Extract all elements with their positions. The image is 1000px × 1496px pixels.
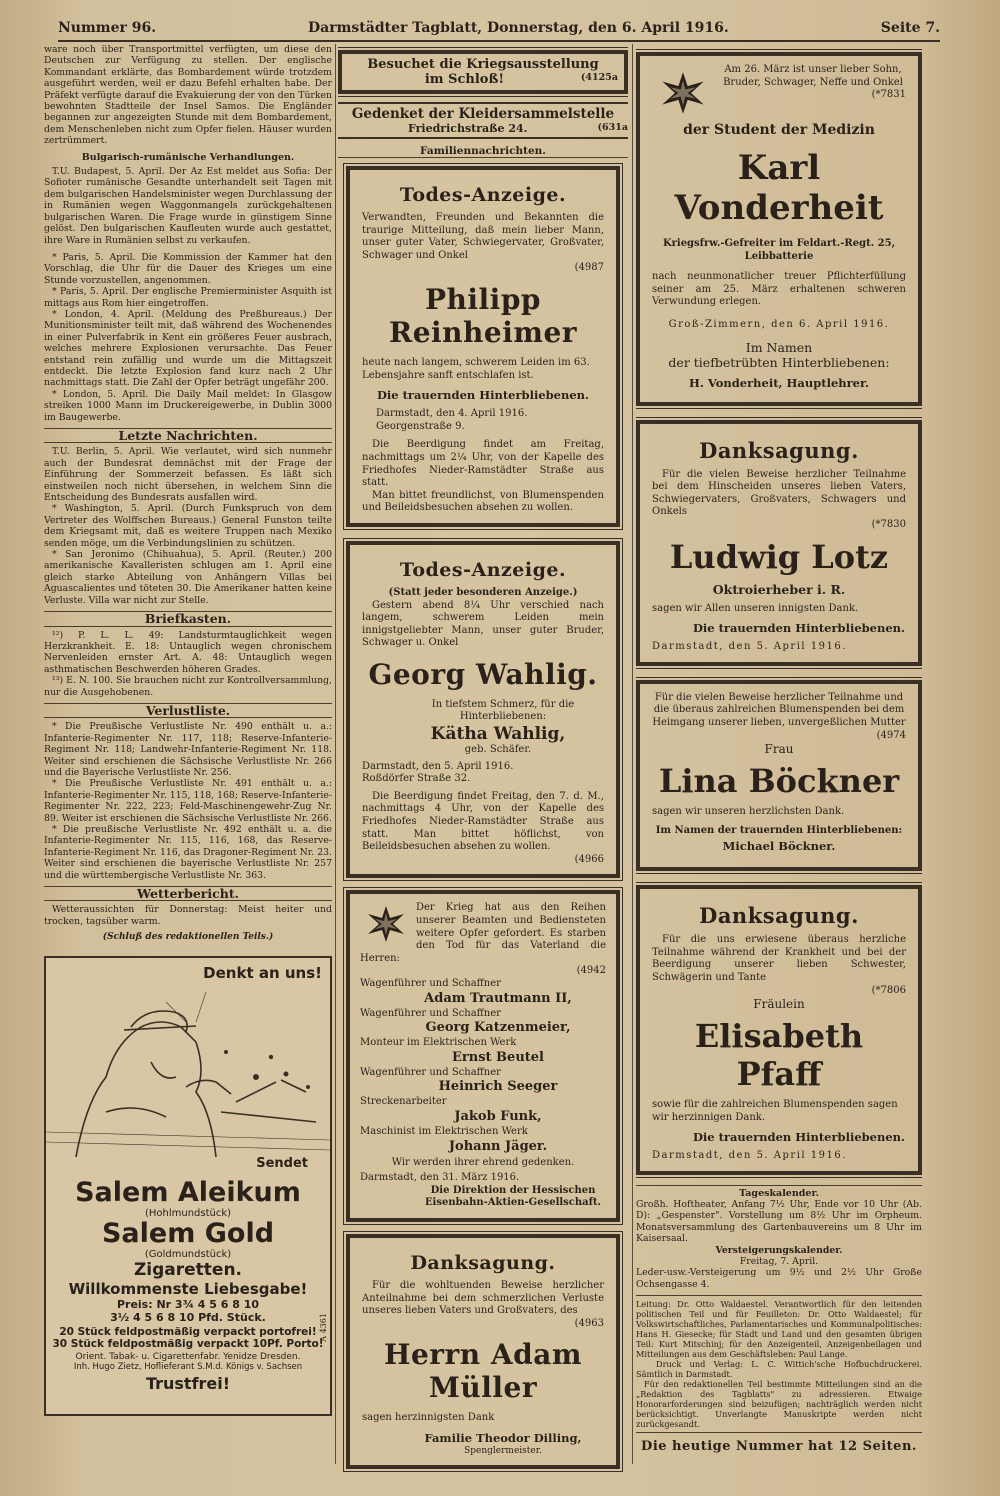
article-text: * London, 4. April. (Meldung des Preßbureaus.) Der Munitionsminister teilt mit, daß während des Wochenendes in einer Pulverfabrik in Kent ein größeres Feuer ausbrach, welches mehrere Explosionen verursachte. Das Feuer entstand rein zufällig und wurde um die Mittagszeit entdeckt. Die letzte Explosion fand kurz nach 2 Uhr nachmittags statt. Die Zahl der Opfer beträgt ungefähr 200.	[44, 308, 332, 389]
news-column	[44, 44, 332, 1474]
notice-signature: Die trauernden Hinterbliebenen.	[692, 621, 906, 636]
employee-role: Streckenarbeiter	[360, 1096, 447, 1108]
packaging-note: 30 Stück feldpostmäßig verpackt 10Pf. Porto!	[52, 1337, 324, 1350]
imprint-text: Für den redaktionellen Teil bestimmte Mitteilungen sind an die „Redaktion des Tagblatts" zu adressieren. Etwaige Honorarforderungen sind beizufügen; nachträglich werden nicht berücksichtigt. Unverlangte Manuskripte werden nicht zurückgesandt.	[636, 1379, 922, 1430]
notice-text: Für die vielen Beweise herzlicher Teilnahme bei dem Hinscheiden unseres lieben Vaters, Schwiegervaters, Großvaters, Schwagers und Onkels	[652, 468, 906, 518]
article-text: * London, 5. April. Die Daily Mail meldet: In Glasgow streiken 1000 Mann im Druckereigewerbe, in Dublin 3000 im Baugewerbe.	[44, 388, 332, 423]
notice-text: sowie für die zahlreichen Blumenspenden sagen wir herzinnigen Dank.	[652, 1099, 898, 1123]
article-text: * Die preußische Verlustliste Nr. 492 enthält u. a. die Infanterie-Regimenter Nr. 115, 116, 168, das Reserve-Infanterie-Regiment Nr. 116, das Dragoner-Regiment Nr. 23. Weiter sind erschienen die bayerische Verlustliste Nr. 257 und die württembergische Verlustliste Nr. 363.	[44, 824, 332, 881]
article-text: T.U. Berlin, 5. April. Wie verlautet, wird sich nunmehr auch der Bundesrat demnächst mit der Frage der Einführung der Sommerzeit befassen. Es läßt sich einstweilen noch nicht übersehen, in welchem Sinn die Entscheidung des Bundesrats ausfallen wird.	[44, 446, 332, 504]
brand-subtitle: (Goldmundstück)	[144, 1248, 232, 1260]
notices-column	[636, 44, 922, 1474]
notice-text: nach neunmonatlicher treuer Pflichterfüllung seiner am 25. März erhaltenen schweren Verwundung erlegen.	[652, 271, 906, 308]
notice-place: Darmstadt, den 5. April 1916.	[652, 641, 847, 653]
article-text: * Paris, 5. April. Die Kommission der Kammer hat den Vorschlag, die Uhr für die Dauer des Krieges um eine Stunde vorzustellen, angenommen.	[44, 251, 332, 286]
manufacturer: Orient. Tabak- u. Cigarettenfabr. Yenidze Dresden.	[75, 1351, 301, 1362]
employee-role: Wagenführer und Schaffner	[360, 1066, 501, 1078]
notice-address: Georgenstraße 9.	[376, 420, 465, 432]
section-title: Familiennachrichten.	[338, 145, 628, 158]
notice-text: Für die uns erwiesene überaus herzliche Teilnahme während der Krankheit und bei der Beerdigung unserer lieben Schwester, Schwägerin und Tante	[652, 934, 906, 984]
editorial-end-note: (Schluß des redaktionellen Teils.)	[102, 932, 274, 943]
ad-send-label: Sendet	[256, 1155, 308, 1171]
thanks-notice	[346, 1234, 620, 1470]
notice-heading: Todes-Anzeige.	[399, 184, 567, 206]
ad-reference: (4125a	[580, 72, 618, 83]
deceased-prefix: Fräulein	[753, 997, 805, 1012]
employee-name: Ernst Beutel	[452, 1049, 544, 1065]
ad-tagline: Willkommenste Liebesgabe!	[68, 1279, 308, 1298]
notice-signature: H. Vonderheit, Hauptlehrer.	[688, 375, 869, 390]
notice-signature: Die trauernden Hinterbliebenen.	[376, 388, 590, 403]
funeral-info: Die Beerdigung findet Freitag, den 7. d. M., nachmittags 4 Uhr, von der Kapelle des Friedhofes Nieder-Ramstädter Straße aus statt. Man bittet höflichst, von Beileidsbesuchen absehen zu wollen.	[362, 790, 604, 853]
employee-name: Georg Katzenmeier,	[425, 1020, 571, 1036]
notice-signature: Die Direktion der Hessischen	[430, 1184, 596, 1196]
product-label: Zigaretten.	[133, 1259, 243, 1280]
exhibition-notice	[338, 50, 628, 94]
ad-trustfrei: Trustfrei!	[145, 1373, 231, 1393]
calendar-text: Großh. Hoftheater, Anfang 7½ Uhr, Ende vor 10 Uhr (Ab. D): „Gespenster". Vorstellung um 8½ Uhr im Orpheum. Monatsversammlung des Gartenbauvereins um 8 Uhr im Kaisersaal.	[636, 1199, 922, 1245]
masthead-line: Darmstädter Tagblatt, Donnerstag, den 6. April 1916.	[308, 20, 729, 36]
death-notice	[636, 52, 922, 406]
imprint-text: Druck und Verlag: L. C. Wittich'sche Hofbuchdruckerei. Sämtlich in Darmstadt.	[636, 1359, 922, 1380]
ad-reference: (4963	[574, 1317, 604, 1329]
employee-role: Maschinist im Elektrischen Werk	[360, 1125, 528, 1137]
fallen-employees-list	[360, 978, 606, 1154]
article-text: * Die Preußische Verlustliste Nr. 491 enthält u. a.: Infanterie-Regimenter Nr. 115, 118, 168; Reserve-Infanterie-Regimenter Nr. 222, 223; Feld-Maschinengewehr-Zug Nr. 89. Weiter ist erschienen die Sächsische Verlustliste Nr. 266.	[44, 778, 332, 824]
notice-signature: Im Namen der trauernden Hinterbliebenen:	[655, 824, 903, 836]
calendar-date: Freitag, 7. April.	[739, 1256, 819, 1268]
notice-place: Darmstadt, den 5. April 1916.	[362, 760, 514, 772]
deceased-name: Karl Vonderheit	[674, 148, 884, 228]
notice-text: Der Krieg hat aus den Reihen unserer Beamten und Bediensteten weitere Opfer gefordert. Es starben den Tod für das Vaterland die Herren:	[360, 902, 606, 964]
ad-reference: (4987	[574, 262, 604, 274]
column-divider	[632, 44, 633, 1464]
article-text: ¹²) P. L. L. 49: Landsturmtauglichkeit wegen Herzkrankheit. E. 18: Untauglich wegen chronischem Nervenleiden ernster Art. A. 48: Untauglich wegen asthmatischen Beschwerden höheren Grades.	[44, 629, 332, 675]
notice-text: sagen wir unseren herzlichsten Dank.	[652, 806, 845, 818]
notice-heading: Danksagung.	[699, 437, 859, 463]
employee-name: Johann Jäger.	[448, 1138, 548, 1154]
price-row: 3½ 4 5 6 8 10 Pfd. Stück.	[110, 1310, 266, 1324]
thanks-notice	[636, 885, 922, 1175]
notice-signature: Eisenbahn-Aktien-Gesellschaft.	[424, 1197, 602, 1209]
daily-calendar	[636, 1185, 922, 1290]
ad-reference: (4966	[574, 853, 604, 865]
issue-number: Nummer 96.	[58, 20, 157, 36]
deceased-name: Ludwig Lotz	[669, 537, 889, 576]
section-title: Wetterbericht.	[44, 886, 332, 901]
section-subtitle: Versteigerungskalender.	[715, 1244, 843, 1256]
soldier-illustration	[46, 982, 330, 1162]
employee-role: Wagenführer und Schaffner	[360, 1007, 501, 1019]
page-header	[58, 18, 940, 42]
thanks-notice	[636, 680, 922, 872]
notice-address: Roßdörfer Straße 32.	[362, 773, 471, 785]
manufacturer: Inh. Hugo Zietz, Hoflieferant S.M.d. Königs v. Sachsen	[73, 1361, 303, 1372]
section-title: Bulgarisch-rumänische Verhandlungen.	[81, 151, 295, 163]
deceased-name: Philipp Reinheimer	[388, 282, 578, 349]
employee-name: Adam Trautmann II,	[424, 990, 572, 1006]
notice-signature: Spenglermeister.	[464, 1445, 542, 1456]
deceased-prefix: Frau	[764, 742, 794, 757]
notice-signature: Familie Theodor Dilling,	[424, 1430, 582, 1445]
ad-reference: (*7831	[871, 89, 906, 101]
deceased-name: Lina Böckner	[658, 762, 900, 801]
notice-text: Verwandten, Freunden und Bekannten die traurige Mitteilung, daß mein lieber Mann, unser guter Vater, Schwiegervater, Großvater, Schwager und Onkel	[362, 212, 604, 261]
price-row: 3¾ 4 5 6 8 10	[174, 1297, 260, 1311]
funeral-info: Die Beerdigung findet am Freitag, nachmittags um 2¼ Uhr, von der Kapelle des Friedhofes Nieder-Ramstädter Straße aus statt.	[362, 439, 604, 489]
notice-text: Gestern abend 8¼ Uhr verschied nach langem, schwerem Leiden mein innigstgeliebter Mann, unser guter Bruder, Schwager u. Onkel	[362, 599, 604, 649]
imprint-text: Leitung: Dr. Otto Waldaestel. Verantwortlich für den leitenden politischen Teil und für Feuilleton: Dr. Otto Waldaestel; für Volkswirtschaftliches, Parlamentarisches und Kommunalpolitisches: Hans H. Giesecke; für Stadt und Land und den gesamten übrigen Teil: Kurt Mitschinj; für den Anzeigenteil, Anzeigenbeilagen und Mitteilungen aus dem Geschäftsleben: Paul Lange.	[636, 1299, 922, 1360]
notice-text: Im Namen	[745, 339, 813, 355]
section-title: Letzte Nachrichten.	[44, 428, 332, 443]
military-rank: Kriegsfrw.-Gefreiter im Feldart.-Regt. 25,	[662, 238, 896, 249]
article-text: * Washington, 5. April. (Durch Funkspruch von dem Vertreter des Wolffschen Bureaus.) General Funston teilte dem Kriegsamt mit, daß es weitere Truppen nach Mexiko senden möge, um die Verbindungslinien zu schützen.	[44, 503, 332, 549]
notice-place: Darmstadt, den 4. April 1916.	[376, 408, 528, 420]
page-count-notice: Die heutige Nummer hat 12 Seiten.	[641, 1439, 917, 1455]
article-text: * Die Preußische Verlustliste Nr. 490 enthält u. a.: Infanterie-Regimenter Nr. 117, 118; Reserve-Infanterie-Regiment Nr. 118; Landwehr-Infanterie-Regiment Nr. 118. Weiter sind erschienen die Sächsische Verlustliste Nr. 266 und die Bayerische Verlustliste Nr. 256.	[44, 721, 332, 778]
notice-place: Darmstadt, den 5. April 1916.	[652, 1150, 847, 1162]
price-label: Preis: Nr	[116, 1297, 172, 1311]
imprint	[636, 1295, 922, 1433]
notice-text: der tiefbetrübten Hinterbliebenen:	[668, 354, 890, 370]
notice-text: heute nach langem, schwerem Leiden im 63. Lebensjahre sanft entschlafen ist.	[362, 356, 590, 381]
notice-heading: Todes-Anzeige.	[399, 558, 567, 581]
deceased-title: Oktroierheber i. R.	[712, 581, 846, 597]
employee-role: Monteur im Elektrischen Werk	[360, 1037, 517, 1049]
clothing-collection-notice	[338, 102, 628, 139]
notice-text: In tiefstem Schmerz, für die Hinterbliebenen:	[431, 698, 575, 723]
cigarette-advertisement	[44, 956, 332, 1416]
widow-maiden-name: geb. Schäfer.	[464, 744, 532, 756]
death-notice	[346, 541, 620, 879]
brand-subtitle: (Hohlmundstück)	[144, 1207, 232, 1219]
notice-subheading: (Statt jeder besonderen Anzeige.)	[388, 586, 578, 598]
notice-text: Wir werden ihrer ehrend gedenken.	[391, 1156, 575, 1168]
notice-place: Groß-Zimmern, den 6. April 1916.	[668, 318, 890, 330]
death-notice	[346, 166, 620, 527]
employee-name: Heinrich Seeger	[438, 1079, 558, 1095]
section-title: Tageskalender.	[739, 1188, 819, 1200]
military-unit: Leibbatterie	[744, 250, 814, 262]
notice-heading: Danksagung.	[699, 903, 859, 929]
employee-role: Wagenführer und Schaffner	[360, 977, 501, 989]
employee-name: Jakob Funk,	[454, 1108, 542, 1124]
article-text: * San Jeronimo (Chihuahua), 5. April. (Reuter.) 200 amerikanische Kavalleristen schlugen am 1. April eine gleich starke Abteilung von Anhängern Villas bei Aguascalientes und töteten 30. Die Amerikaner hatten keine Verluste. Villa war nicht zur Stelle.	[44, 549, 332, 606]
deceased-name: Georg Wahlig.	[368, 657, 598, 691]
notice-text: im Schloß!	[424, 72, 505, 87]
notice-text: sagen wir Allen unseren innigsten Dank.	[652, 602, 859, 614]
article-text: Wetteraussichten für Donnerstag: Meist heiter und trocken, tagsüber warm.	[44, 904, 332, 927]
ad-reference: (*7830	[871, 518, 906, 530]
ad-reference: (*7806	[871, 984, 906, 996]
brand-name: Salem Gold	[101, 1217, 275, 1249]
notice-text: Besuchet die Kriegsausstellung	[367, 57, 599, 72]
article-text: ¹³) E. N. 100. Sie brauchen nicht zur Kontrollversammlung, nur die Ausgehobenen.	[44, 675, 332, 698]
widow-name: Kätha Wahlig,	[430, 724, 566, 745]
notice-text: Für die wohltuenden Beweise herzlicher Anteilnahme bei dem schmerzlichen Verluste unseres lieben Vaters und Großvaters, des	[362, 1279, 604, 1317]
notice-subheading: der Student der Medizin	[683, 122, 875, 138]
article-text: T.U. Budapest, 5. April. Der Az Est meldet aus Sofia: Der Sofioter rumänische Gesandte unterhandelt seit Tagen mit dem bulgarischen Handelsminister wegen Durchlassung der in Rumänien wegen Waggonmangels zurückgehaltenen bulgarischen Waren. Die Frage wurde in günstigem Sinne gelöst. Den bulgarischen Kaufleuten wurde auch gestattet, ihre Ware in Rumänien selbst zu verkaufen.	[44, 166, 332, 246]
packaging-note: 20 Stück feldpostmäßig verpackt portofrei!	[59, 1325, 317, 1338]
page-number: Seite 7.	[880, 20, 940, 36]
ad-reference: (4974	[876, 729, 906, 741]
ad-slogan: Denkt an uns!	[203, 963, 322, 982]
notice-signature: Die trauernden Hinterbliebenen.	[692, 1130, 906, 1145]
iron-cross-icon	[366, 904, 406, 944]
deceased-name: Herrn Adam Müller	[384, 1338, 582, 1405]
brand-name: Salem Aleikum	[75, 1176, 301, 1208]
article-text: ware noch über Transportmittel verfügten, um diese den Deutschen zur Verfügung zu stellen. Der englische Kommandant erklärte, das Bombardement würde trotzdem ausgeführt werden, weil er dazu Befehl erhalten habe. Der Präfekt verfügte darauf die Evakuierung der von den Türken bewohnten Stadtteile der Insel Samos. Die Engländer begannen zur angezeigten Stunde mit dem Bombardement, dem Menschenleben nicht zum Opfer fielen. Häuser wurden zertrümmert.	[44, 44, 332, 147]
notice-text: Für die vielen Beweise herzlicher Teilnahme und die überaus zahlreichen Blumenspenden bei dem Heimgang unserer lieben, unvergeßlichen Mutter	[652, 691, 906, 728]
section-title: Verlustliste.	[44, 703, 332, 718]
calendar-text: Leder-usw.-Versteigerung um 9½ und 2½ Uhr Große Ochsengasse 4.	[636, 1267, 922, 1290]
iron-cross-icon	[660, 70, 706, 116]
notice-heading: Danksagung.	[410, 1251, 556, 1274]
funeral-info: Man bittet freundlichst, von Blumenspenden und Beileidsbesuchen absehen zu wollen.	[362, 489, 604, 514]
thanks-notice	[636, 420, 922, 666]
ad-code: A 4361	[319, 1312, 328, 1342]
article-text: * Paris, 5. April. Der englische Premierminister Asquith ist mittags aus Rom hier eingetroffen.	[44, 286, 332, 309]
notice-text: sagen herzinnigsten Dank	[362, 1412, 495, 1424]
column-divider	[335, 44, 336, 1464]
notice-place: Darmstadt, den 31. März 1916.	[360, 1172, 520, 1184]
section-title: Briefkasten.	[44, 611, 332, 626]
company-death-notice	[346, 890, 620, 1222]
deceased-name: Elisabeth Pfaff	[694, 1017, 864, 1094]
ad-reference: (4942	[576, 965, 606, 977]
notice-text: Am 26. März ist unser lieber Sohn, Bruder, Schwager, Neffe und Onkel	[723, 64, 903, 88]
notice-signature: Michael Böckner.	[722, 839, 836, 854]
notice-text: Friedrichstraße 24.	[408, 122, 528, 135]
notices-column	[338, 44, 628, 1474]
notice-text: Gedenket der Kleidersammelstelle	[351, 106, 615, 122]
ad-reference: (631a	[597, 122, 628, 133]
